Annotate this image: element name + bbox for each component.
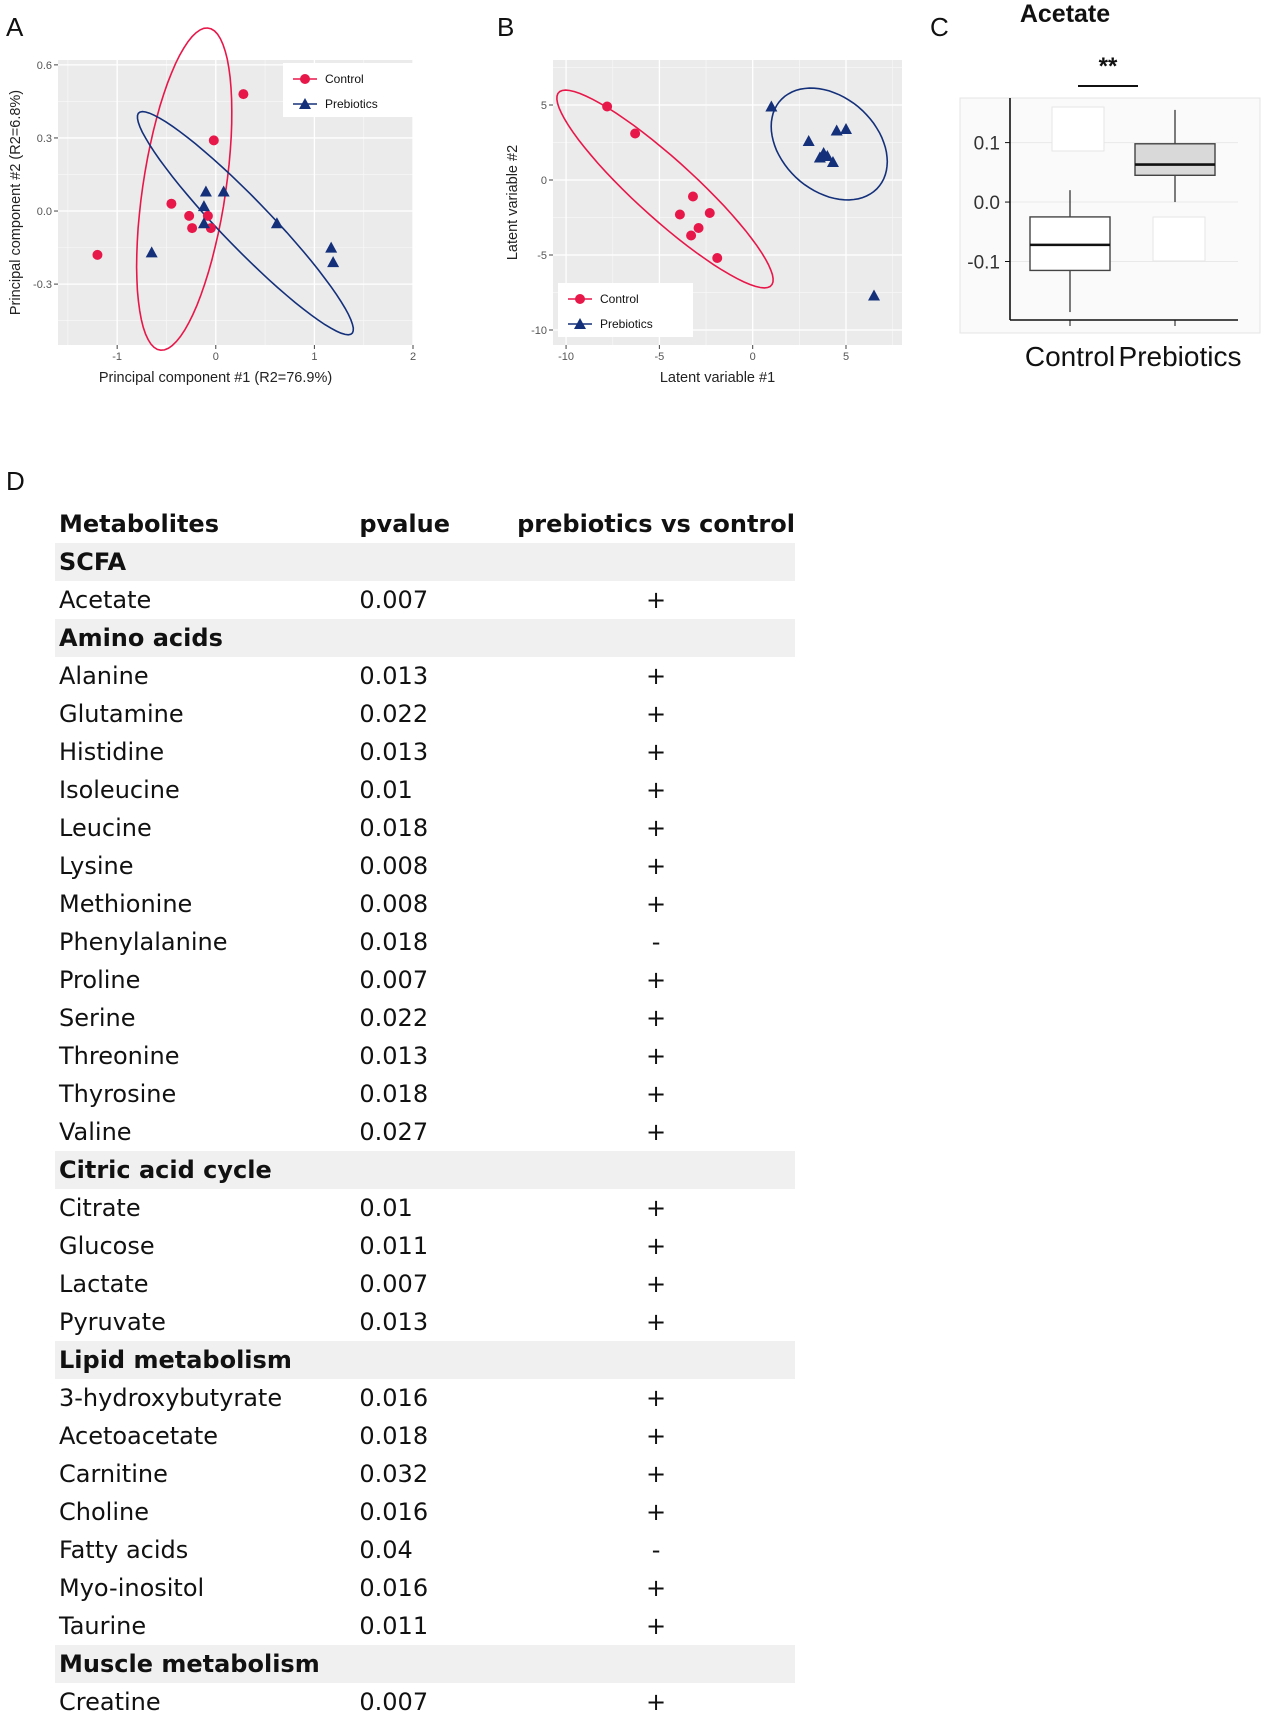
metabolite-name: Creatine bbox=[59, 1688, 161, 1716]
category-label: Amino acids bbox=[55, 619, 795, 657]
ghost-box bbox=[1052, 107, 1104, 151]
pvalue-cell: 0.01 bbox=[359, 776, 413, 804]
metabolite-name: Lactate bbox=[59, 1270, 149, 1298]
x-tick-label: 0 bbox=[212, 351, 219, 363]
pvalue-cell: 0.018 bbox=[359, 814, 429, 842]
point-control bbox=[187, 223, 197, 233]
metabolite-name: Glutamine bbox=[59, 700, 184, 728]
pvalue-cell: 0.022 bbox=[359, 1004, 429, 1032]
point-control bbox=[166, 199, 176, 209]
metabolite-name: Citrate bbox=[59, 1194, 141, 1222]
legend-label-control: Control bbox=[600, 292, 639, 306]
table-row bbox=[55, 1265, 795, 1303]
metabolite-name: Histidine bbox=[59, 738, 165, 766]
legend-label-prebiotics: Prebiotics bbox=[600, 317, 653, 331]
y-tick-label: 0.0 bbox=[36, 206, 52, 219]
point-control bbox=[705, 208, 715, 218]
pvalue-cell: 0.016 bbox=[359, 1574, 429, 1602]
direction-cell: + bbox=[646, 1460, 667, 1488]
direction-cell: + bbox=[646, 1118, 667, 1146]
pvalue-cell: 0.008 bbox=[359, 890, 429, 918]
metabolite-name: Myo-inositol bbox=[59, 1574, 205, 1602]
table-row bbox=[55, 1075, 795, 1113]
direction-cell: + bbox=[646, 1498, 667, 1526]
direction-cell: + bbox=[646, 1080, 667, 1108]
table-row bbox=[55, 1113, 795, 1151]
significance-marker: ** bbox=[1098, 53, 1118, 80]
pvalue-cell: 0.013 bbox=[359, 1308, 429, 1336]
legend-label-control: Control bbox=[325, 72, 364, 86]
metabolite-name: Thyrosine bbox=[59, 1080, 177, 1108]
pvalue-cell: 0.007 bbox=[359, 586, 429, 614]
table-row bbox=[55, 885, 795, 923]
point-control bbox=[712, 253, 722, 263]
metabolite-name: Serine bbox=[59, 1004, 136, 1032]
category-label: Citric acid cycle bbox=[55, 1151, 795, 1189]
y-tick-label: 0.6 bbox=[36, 59, 52, 72]
metabolite-name: Leucine bbox=[59, 814, 152, 842]
x-axis-label: Latent variable #1 bbox=[659, 370, 776, 386]
point-control bbox=[209, 135, 219, 145]
metabolite-name: Threonine bbox=[59, 1042, 180, 1070]
x-tick-label-prebiotics: Prebiotics bbox=[1118, 341, 1242, 372]
metabolite-name: Lysine bbox=[59, 852, 134, 880]
pvalue-cell: 0.013 bbox=[359, 1042, 429, 1070]
x-tick-label: -10 bbox=[558, 351, 575, 363]
y-tick-label: 0.3 bbox=[36, 132, 52, 145]
y-tick-label: -10 bbox=[531, 325, 547, 337]
pvalue-cell: 0.022 bbox=[359, 700, 429, 728]
table-row bbox=[55, 961, 795, 999]
header-direction: prebiotics vs control bbox=[517, 510, 795, 538]
pvalue-cell: 0.007 bbox=[359, 1688, 429, 1716]
category-label: SCFA bbox=[55, 543, 795, 581]
direction-cell: + bbox=[646, 1574, 667, 1602]
metabolite-name: Methionine bbox=[59, 890, 193, 918]
metabolite-name: Acetoacetate bbox=[59, 1422, 219, 1450]
direction-cell: + bbox=[646, 586, 667, 614]
x-tick-label: -5 bbox=[654, 351, 665, 363]
point-control bbox=[602, 102, 612, 112]
point-control bbox=[686, 231, 696, 241]
direction-cell: + bbox=[646, 1194, 667, 1222]
y-tick-label: -5 bbox=[537, 250, 547, 262]
direction-cell: + bbox=[646, 1612, 667, 1640]
table-row bbox=[55, 657, 795, 695]
category-row bbox=[55, 1645, 795, 1683]
direction-cell: + bbox=[646, 662, 667, 690]
pvalue-cell: 0.016 bbox=[359, 1498, 429, 1526]
direction-cell: + bbox=[646, 738, 667, 766]
direction-cell: + bbox=[646, 1004, 667, 1032]
boxplot-background bbox=[960, 98, 1260, 333]
panel-letter-a: A bbox=[6, 12, 24, 42]
direction-cell: + bbox=[646, 1308, 667, 1336]
header-metabolites: Metabolites bbox=[59, 510, 219, 538]
x-tick-label: 2 bbox=[409, 351, 417, 363]
y-axis-label: Principal component #2 (R2=6.8%) bbox=[8, 89, 24, 316]
x-tick-label: 0 bbox=[749, 351, 756, 363]
table-row bbox=[55, 695, 795, 733]
pvalue-cell: 0.027 bbox=[359, 1118, 429, 1146]
category-label: Muscle metabolism bbox=[55, 1645, 795, 1683]
legend-key-control bbox=[575, 294, 585, 304]
pvalue-cell: 0.018 bbox=[359, 928, 429, 956]
category-row bbox=[55, 543, 795, 581]
table-row bbox=[55, 1379, 795, 1417]
panel-letter-d: D bbox=[6, 466, 25, 496]
direction-cell: + bbox=[646, 1422, 667, 1450]
direction-cell: - bbox=[651, 1536, 661, 1564]
metabolite-name: Glucose bbox=[59, 1232, 155, 1260]
ghost-box bbox=[1153, 217, 1205, 261]
pvalue-cell: 0.008 bbox=[359, 852, 429, 880]
box-prebiotics bbox=[1135, 144, 1215, 176]
table-row bbox=[55, 923, 795, 961]
table-row bbox=[55, 1303, 795, 1341]
point-control bbox=[675, 210, 685, 220]
category-row bbox=[55, 619, 795, 657]
metabolite-name: Valine bbox=[59, 1118, 132, 1146]
x-tick-label-control: Control bbox=[1024, 341, 1116, 372]
acetate-boxplot-chart bbox=[940, 0, 1281, 400]
header-pvalue: pvalue bbox=[359, 510, 450, 538]
pvalue-cell: 0.032 bbox=[359, 1460, 429, 1488]
plsda-scatter-chart bbox=[490, 0, 930, 400]
pvalue-cell: 0.013 bbox=[359, 662, 429, 690]
table-row bbox=[55, 809, 795, 847]
table-row bbox=[55, 1189, 795, 1227]
direction-cell: + bbox=[646, 852, 667, 880]
pvalue-cell: 0.013 bbox=[359, 738, 429, 766]
pvalue-cell: 0.018 bbox=[359, 1422, 429, 1450]
legend-key-control bbox=[300, 74, 310, 84]
category-label: Lipid metabolism bbox=[55, 1341, 795, 1379]
table-row bbox=[55, 1569, 795, 1607]
table-row bbox=[55, 771, 795, 809]
point-control bbox=[92, 250, 102, 260]
y-axis-label: Latent variable #2 bbox=[505, 144, 521, 261]
metabolite-name: 3-hydroxybutyrate bbox=[59, 1384, 283, 1412]
metabolite-name: Choline bbox=[59, 1498, 149, 1526]
metabolite-name: Isoleucine bbox=[59, 776, 180, 804]
metabolites-table bbox=[55, 505, 795, 1721]
table-row bbox=[55, 1531, 795, 1569]
point-control bbox=[688, 192, 698, 202]
table-row bbox=[55, 847, 795, 885]
direction-cell: + bbox=[646, 966, 667, 994]
table-row bbox=[55, 1683, 795, 1721]
y-tick-label: 0.1 bbox=[973, 133, 1000, 155]
direction-cell: + bbox=[646, 1384, 667, 1412]
direction-cell: - bbox=[651, 928, 661, 956]
y-tick-label: -0.1 bbox=[967, 252, 1000, 274]
metabolite-name: Carnitine bbox=[59, 1460, 168, 1488]
x-tick-label: 5 bbox=[842, 351, 850, 363]
category-row bbox=[55, 1151, 795, 1189]
pvalue-cell: 0.018 bbox=[359, 1080, 429, 1108]
direction-cell: + bbox=[646, 890, 667, 918]
panel-letter-b: B bbox=[497, 12, 515, 42]
metabolite-name: Taurine bbox=[59, 1612, 147, 1640]
y-tick-label: 0.0 bbox=[973, 193, 1000, 215]
metabolite-name: Alanine bbox=[59, 662, 149, 690]
x-axis-label: Principal component #1 (R2=76.9%) bbox=[98, 370, 333, 386]
pvalue-cell: 0.04 bbox=[359, 1536, 413, 1564]
table-row bbox=[55, 1493, 795, 1531]
pvalue-cell: 0.011 bbox=[359, 1232, 429, 1260]
category-row bbox=[55, 1341, 795, 1379]
direction-cell: + bbox=[646, 1042, 667, 1070]
metabolite-name: Proline bbox=[59, 966, 141, 994]
table-row bbox=[55, 733, 795, 771]
table-row bbox=[55, 581, 795, 619]
metabolite-name: Pyruvate bbox=[59, 1308, 166, 1336]
table-row bbox=[55, 1417, 795, 1455]
pvalue-cell: 0.011 bbox=[359, 1612, 429, 1640]
point-control bbox=[630, 129, 640, 139]
table-row bbox=[55, 1037, 795, 1075]
table-row bbox=[55, 999, 795, 1037]
table-header-row bbox=[55, 505, 795, 543]
table-row bbox=[55, 1607, 795, 1645]
legend-label-prebiotics: Prebiotics bbox=[325, 97, 378, 111]
direction-cell: + bbox=[646, 1232, 667, 1260]
direction-cell: + bbox=[646, 1688, 667, 1716]
table-row bbox=[55, 1455, 795, 1493]
metabolite-name: Acetate bbox=[59, 586, 152, 614]
point-control bbox=[694, 223, 704, 233]
pca-scatter-chart bbox=[0, 0, 440, 400]
direction-cell: + bbox=[646, 700, 667, 728]
table-row bbox=[55, 1227, 795, 1265]
pvalue-cell: 0.016 bbox=[359, 1384, 429, 1412]
metabolite-name: Fatty acids bbox=[59, 1536, 189, 1564]
panel-letter-c: C bbox=[930, 12, 949, 42]
y-tick-label: -0.3 bbox=[33, 279, 52, 292]
point-control bbox=[238, 89, 248, 99]
pvalue-cell: 0.01 bbox=[359, 1194, 413, 1222]
pvalue-cell: 0.007 bbox=[359, 966, 429, 994]
direction-cell: + bbox=[646, 814, 667, 842]
pvalue-cell: 0.007 bbox=[359, 1270, 429, 1298]
y-tick-label: 5 bbox=[540, 100, 547, 112]
boxplot-title: Acetate bbox=[1019, 0, 1111, 28]
direction-cell: + bbox=[646, 1270, 667, 1298]
x-tick-label: -1 bbox=[112, 351, 123, 363]
point-control bbox=[184, 211, 194, 221]
x-tick-label: 1 bbox=[311, 351, 318, 363]
y-tick-label: 0 bbox=[540, 175, 547, 187]
metabolite-name: Phenylalanine bbox=[59, 928, 228, 956]
direction-cell: + bbox=[646, 776, 667, 804]
